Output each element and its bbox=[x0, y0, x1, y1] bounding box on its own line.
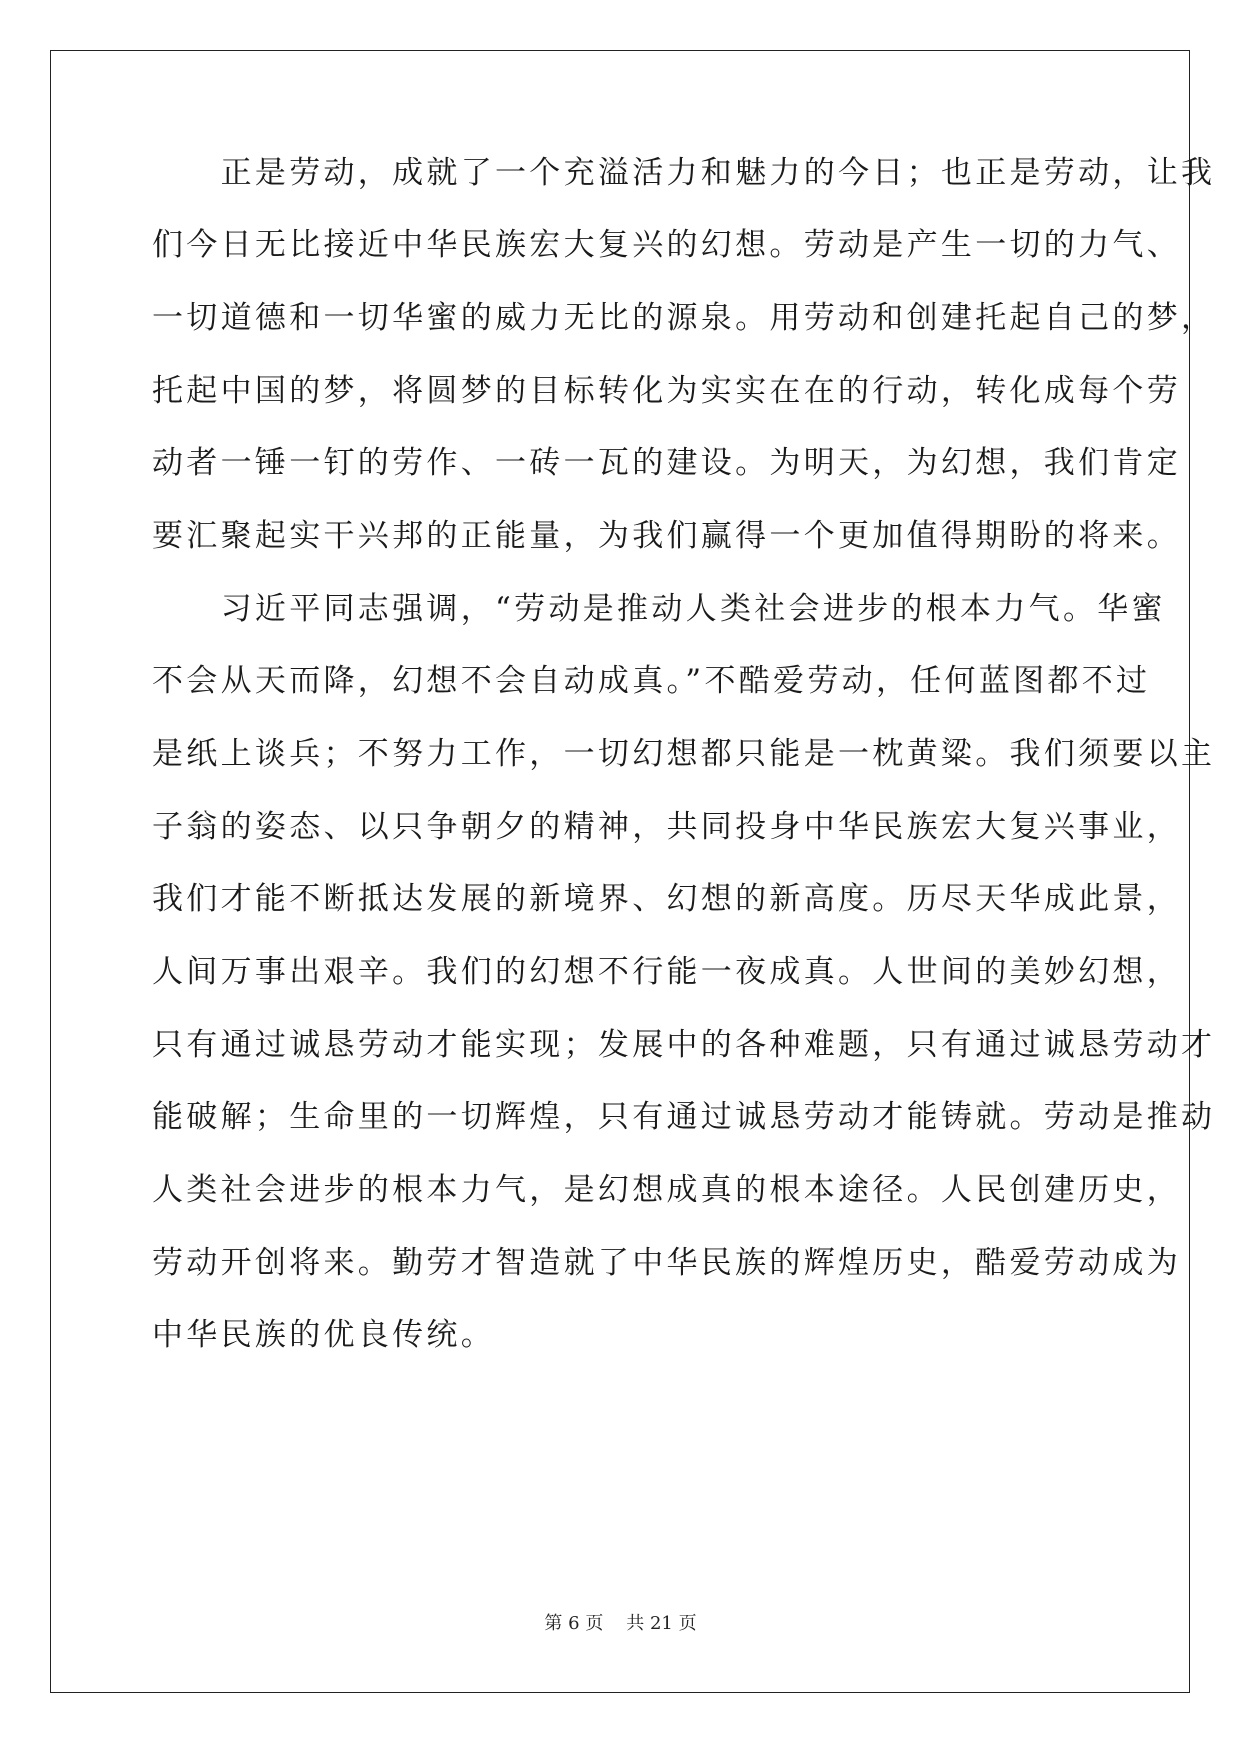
text-line: 不会从天而降，幻想不会自动成真。”不酷爱劳动，任何蓝图都不过 bbox=[152, 663, 1151, 699]
text-line: 正是劳动，成就了一个充溢活力和魅力的今日；也正是劳动，让我 bbox=[152, 155, 1216, 191]
text-line: 是纸上谈兵；不努力工作，一切幻想都只能是一枕黄粱。我们须要以主 bbox=[152, 736, 1216, 772]
text-line: 托起中国的梦，将圆梦的目标转化为实实在在的行动，转化成每个劳 bbox=[152, 373, 1181, 409]
text-line: 我们才能不断抵达发展的新境界、幻想的新高度。历尽天华成此景， bbox=[152, 881, 1181, 917]
text-line: 人类社会进步的根本力气，是幻想成真的根本途径。人民创建历史， bbox=[152, 1172, 1181, 1208]
text-line: 劳动开创将来。勤劳才智造就了中华民族的辉煌历史，酷爱劳动成为 bbox=[152, 1245, 1181, 1281]
text-line: 中华民族的优良传统。 bbox=[152, 1317, 495, 1353]
page-number: 第 6 页 bbox=[544, 1613, 604, 1634]
text-line: 们今日无比接近中华民族宏大复兴的幻想。劳动是产生一切的力气、 bbox=[152, 227, 1181, 263]
text-line: 只有通过诚恳劳动才能实现；发展中的各种难题，只有通过诚恳劳动才 bbox=[152, 1027, 1216, 1063]
text-line: 能破解；生命里的一切辉煌，只有通过诚恳劳动才能铸就。劳动是推动 bbox=[152, 1099, 1216, 1135]
text-line: 人间万事出艰辛。我们的幻想不行能一夜成真。人世间的美妙幻想， bbox=[152, 954, 1181, 990]
page-border bbox=[50, 50, 1190, 1693]
text-line: 习近平同志强调，“劳动是推动人类社会进步的根本力气。华蜜 bbox=[152, 591, 1166, 627]
page-footer bbox=[0, 1612, 1241, 1636]
text-line: 子翁的姿态、以只争朝夕的精神，共同投身中华民族宏大复兴事业， bbox=[152, 809, 1181, 845]
text-line: 动者一锤一钉的劳作、一砖一瓦的建设。为明天，为幻想，我们肯定 bbox=[152, 445, 1181, 481]
text-line: 要汇聚起实干兴邦的正能量，为我们赢得一个更加值得期盼的将来。 bbox=[152, 518, 1181, 554]
page-total: 共 21 页 bbox=[626, 1613, 697, 1634]
text-line: 一切道德和一切华蜜的威力无比的源泉。用劳动和创建托起自己的梦， bbox=[152, 300, 1216, 336]
